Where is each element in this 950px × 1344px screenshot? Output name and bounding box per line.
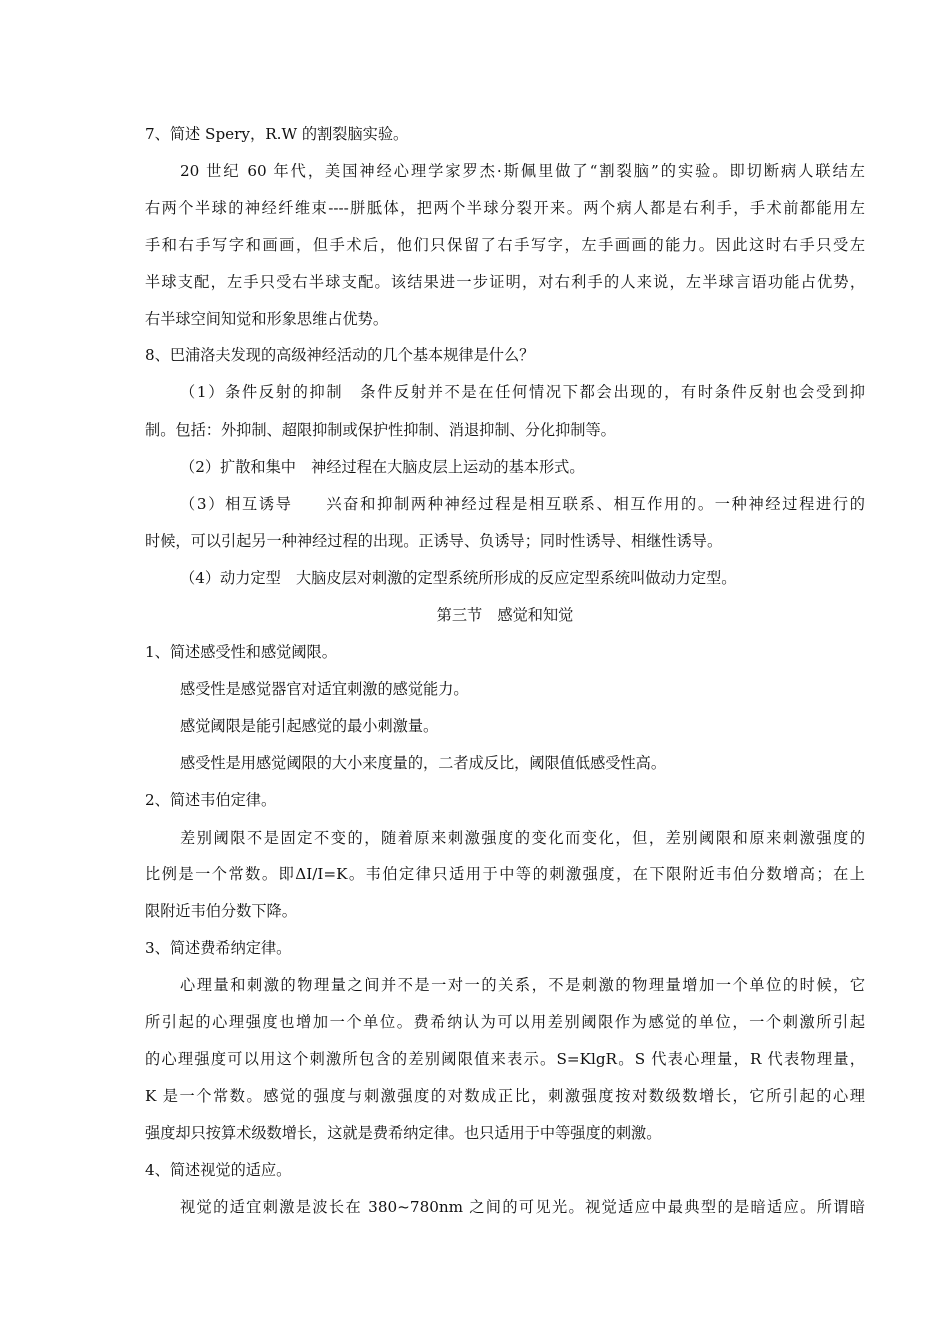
section-title: 第三节 感觉和知觉 [436,606,574,624]
paragraph-line: 半球支配，左手只受右半球支配。该结果进一步证明，对右利手的人来说，左半球言语功能占优势， [145,273,865,291]
paragraph-line: （1）条件反射的抑制 条件反射并不是在任何情况下都会出现的，有时条件反射也会受到抑 [180,383,865,401]
question-7-heading: 7、简述 Spery，R.W 的割裂脑实验。 [145,125,409,143]
paragraph-line: 所引起的心理强度也增加一个单位。费希纳认为可以用差别阈限作为感觉的单位，一个刺激所引起 [145,1013,865,1031]
paragraph-line: 时候，可以引起另一种神经过程的出现。正诱导、负诱导；同时性诱导、相继性诱导。 [145,532,723,550]
question-8-heading: 8、巴浦洛夫发现的高级神经活动的几个基本规律是什么？ [145,346,535,364]
paragraph-line: 制。包括：外抑制、超限抑制或保护性抑制、消退抑制、分化抑制等。 [145,421,616,439]
paragraph-line: 限附近韦伯分数下降。 [145,902,297,920]
paragraph-line: 右半球空间知觉和形象思维占优势。 [145,310,388,328]
paragraph-line: 强度却只按算术级数增长，这就是费希纳定律。也只适用于中等强度的刺激。 [145,1124,662,1142]
paragraph-line: 比例是一个常数。即ΔI/I=K。韦伯定律只适用于中等的刺激强度，在下限附近韦伯分数增高；在上 [145,865,865,883]
paragraph-line: 感觉阈限是能引起感觉的最小刺激量。 [180,717,439,735]
paragraph-line: 的心理强度可以用这个刺激所包含的差别阈限值来表示。S=KlgR。S 代表心理量，R 代表物理量， [145,1050,865,1068]
paragraph-line: 感受性是用感觉阈限的大小来度量的，二者成反比，阈限值低感受性高。 [180,754,666,772]
paragraph-line: 感受性是感觉器官对适宜刺激的感觉能力。 [180,680,469,698]
paragraph-line: 20 世纪 60 年代，美国神经心理学家罗杰·斯佩里做了“割裂脑”的实验。即切断病人联结左 [180,162,865,180]
paragraph-line: 差别阈限不是固定不变的，随着原来刺激强度的变化而变化，但，差别阈限和原来刺激强度的 [180,829,865,847]
question-4-heading: 4、简述视觉的适应。 [145,1161,292,1179]
paragraph-line: 心理量和刺激的物理量之间并不是一对一的关系，不是刺激的物理量增加一个单位的时候，它 [180,976,865,994]
question-1-heading: 1、简述感受性和感觉阈限。 [145,643,337,661]
question-3-heading: 3、简述费希纳定律。 [145,939,292,957]
question-2-heading: 2、简述韦伯定律。 [145,791,277,809]
paragraph-line: （2）扩散和集中 神经过程在大脑皮层上运动的基本形式。 [180,458,585,476]
paragraph-line: 手和右手写字和画画，但手术后，他们只保留了右手写字，左手画画的能力。因此这时右手只受左 [145,236,865,254]
paragraph-line: K 是一个常数。感觉的强度与刺激强度的对数成正比，刺激强度按对数级数增长，它所引起的心理 [145,1087,865,1105]
paragraph-line: （3）相互诱导 兴奋和抑制两种神经过程是相互联系、相互作用的。一种神经过程进行的 [180,495,865,513]
paragraph-line: （4）动力定型 大脑皮层对刺激的定型系统所形成的反应定型系统叫做动力定型。 [180,569,737,587]
paragraph-line: 右两个半球的神经纤维束----胼胝体，把两个半球分裂开来。两个病人都是右利手，手术前都能用左 [145,199,865,217]
paragraph-line: 视觉的适宜刺激是波长在 380~780nm 之间的可见光。视觉适应中最典型的是暗适应。所谓暗 [180,1198,865,1216]
